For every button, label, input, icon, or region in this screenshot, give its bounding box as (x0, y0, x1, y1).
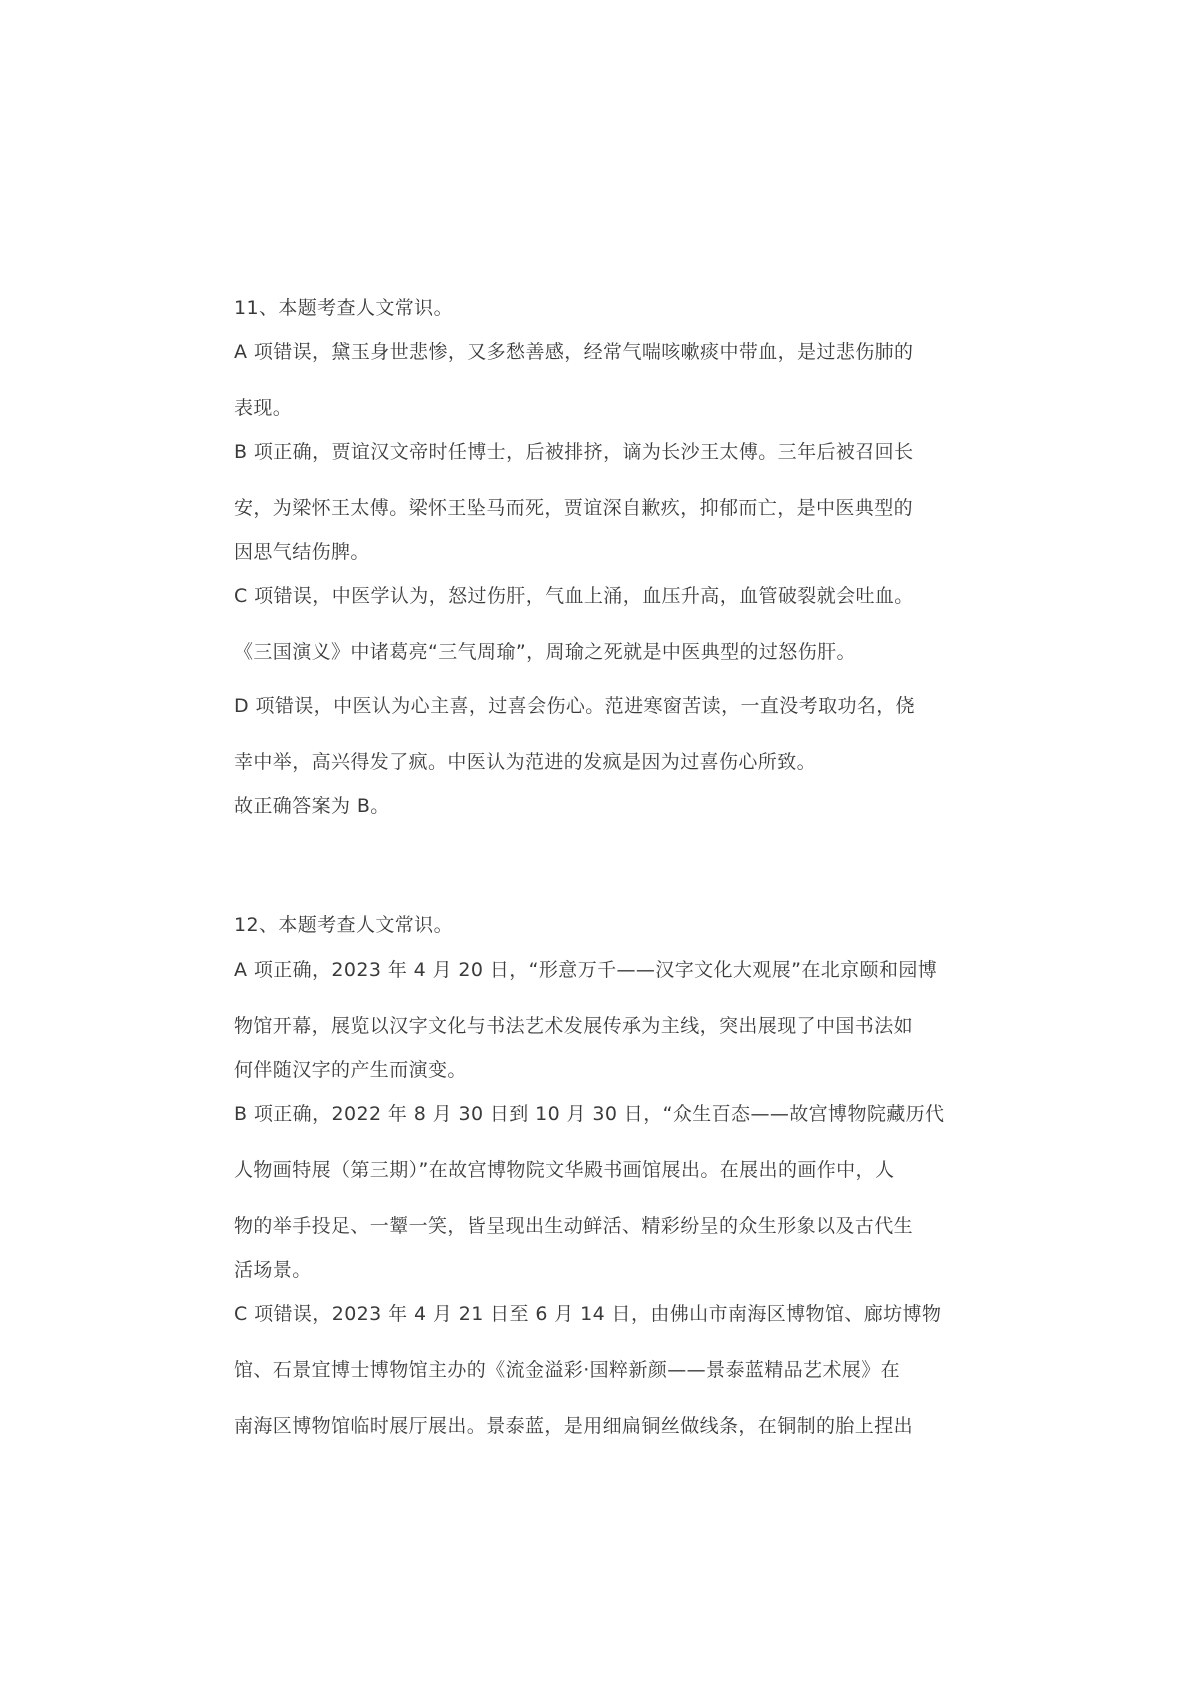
q12-option-b-line-2: 人物画特展（第三期）”在故宫博物院文华殿书画馆展出。在展出的画作中，人 (234, 1159, 895, 1181)
q12-option-b-line-1: B 项正确，2022 年 8 月 30 日到 10 月 30 日，“众生百态——故宫博物院藏历代 (234, 1103, 945, 1125)
q12-option-a-line-2: 物馆开幕，展览以汉字文化与书法艺术发展传承为主线，突出展现了中国书法如 (234, 1015, 914, 1037)
q11-option-a-line-2: 表现。 (234, 397, 293, 419)
q12-option-a-line-3: 何伴随汉字的产生而演变。 (234, 1059, 467, 1081)
q12-option-c-line-3: 南海区博物馆临时展厅展出。景泰蓝，是用细扁铜丝做线条，在铜制的胎上捏出 (234, 1415, 914, 1437)
q11-option-b-line-3: 因思气结伤脾。 (234, 541, 370, 563)
q12-option-b-line-4: 活场景。 (234, 1259, 312, 1281)
q11-option-a-line-1: A 项错误，黛玉身世悲惨，又多愁善感，经常气喘咳嗽痰中带血，是过悲伤肺的 (234, 341, 914, 363)
q12-option-c-line-1: C 项错误，2023 年 4 月 21 日至 6 月 14 日，由佛山市南海区博物馆、廊坊博物 (234, 1303, 942, 1325)
question-11-heading: 11、本题考查人文常识。 (234, 297, 453, 319)
q12-option-c-line-2: 馆、石景宜博士博物馆主办的《流金溢彩·国粹新颜——景泰蓝精品艺术展》在 (234, 1359, 901, 1381)
q11-option-c-line-1: C 项错误，中医学认为，怒过伤肝，气血上涌，血压升高，血管破裂就会吐血。 (234, 585, 914, 607)
question-12-heading: 12、本题考查人文常识。 (234, 914, 453, 936)
question-11-answer: 故正确答案为 B。 (234, 795, 390, 817)
q11-option-d-line-1: D 项错误，中医认为心主喜，过喜会伤心。范进寒窗苦读，一直没考取功名，侥 (234, 695, 916, 717)
q11-option-b-line-2: 安，为梁怀王太傅。梁怀王坠马而死，贾谊深自歉疚，抑郁而亡，是中医典型的 (234, 497, 914, 519)
q11-option-b-line-1: B 项正确，贾谊汉文帝时任博士，后被排挤，谪为长沙王太傅。三年后被召回长 (234, 441, 914, 463)
q12-option-b-line-3: 物的举手投足、一颦一笑，皆呈现出生动鲜活、精彩纷呈的众生形象以及古代生 (234, 1215, 914, 1237)
q11-option-c-line-2: 《三国演义》中诸葛亮“三气周瑜”，周瑜之死就是中医典型的过怒伤肝。 (234, 641, 856, 663)
q11-option-d-line-2: 幸中举，高兴得发了疯。中医认为范进的发疯是因为过喜伤心所致。 (234, 751, 817, 773)
q12-option-a-line-1: A 项正确，2023 年 4 月 20 日，“形意万千——汉字文化大观展”在北京颐和园博 (234, 959, 938, 981)
